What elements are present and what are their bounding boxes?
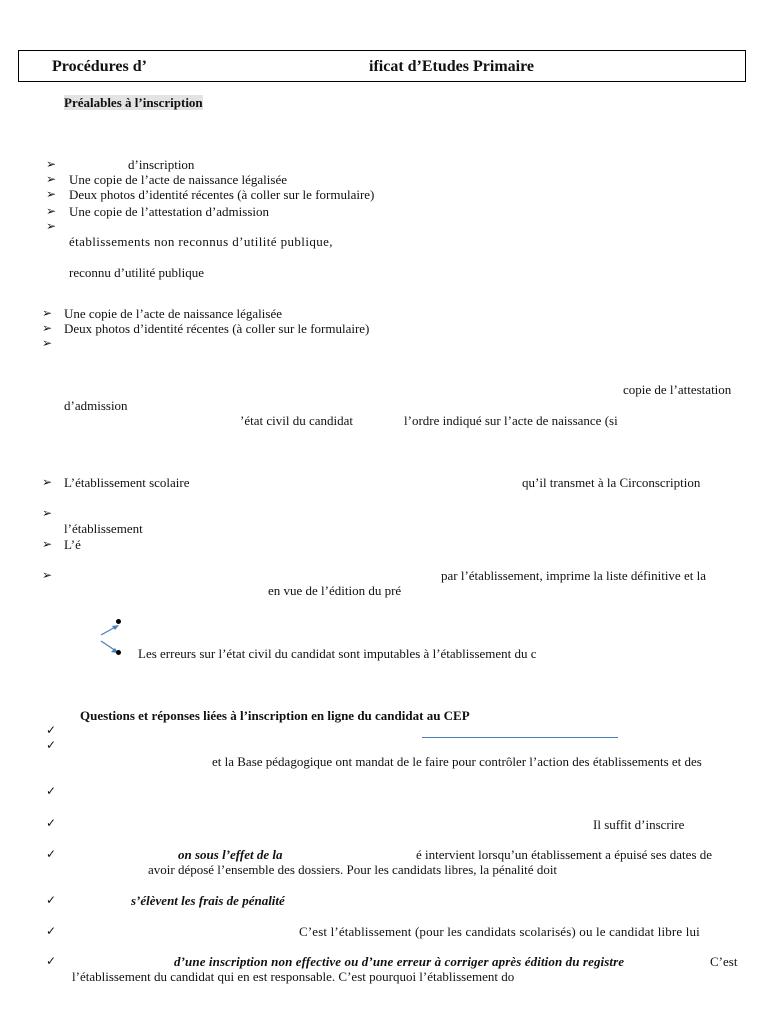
document-title-box — [18, 50, 746, 82]
faq-text: avoir déposé l’ensemble des dossiers. Pour les candidats libres, la pénalité doit — [148, 862, 558, 877]
arrow-bullet-icon: ➢ — [42, 506, 53, 520]
text-fragment: qu’il transmet à la Circonscription — [522, 475, 701, 490]
checkmark-icon: ✓ — [46, 784, 57, 798]
checkmark-icon: ✓ — [46, 847, 57, 861]
checkmark-icon: ✓ — [46, 954, 57, 968]
arrow-bullet-icon: ➢ — [42, 336, 53, 350]
faq-text: Il suffit d’inscrire — [593, 817, 685, 832]
text-fragment: par l’établissement, imprime la liste définitive et la — [441, 568, 706, 583]
blue-underline — [422, 737, 618, 738]
checkmark-icon: ✓ — [46, 816, 57, 830]
faq-question: d’une inscription non effective ou d’une erreur à corriger après édition du registre — [174, 954, 625, 969]
faq-text: et la Base pédagogique ont mandat de le faire pour contrôler l’action des établissements et des — [212, 754, 702, 769]
text-fragment: d’admission — [64, 398, 128, 413]
note-text: Les erreurs sur l’état civil du candidat sont imputables à l’établissement du c — [138, 646, 537, 661]
section-heading-faq: Questions et réponses liées à l’inscription en ligne du candidat au CEP — [80, 708, 470, 723]
arrow-bullet-icon: ➢ — [42, 321, 53, 335]
list-item: d’inscription — [128, 157, 195, 172]
list-item: Deux photos d’identité récentes (à coller sur le formulaire) — [64, 321, 370, 336]
arrow-bullet-icon: ➢ — [42, 568, 53, 582]
bullet-dot-icon — [116, 650, 121, 655]
checkmark-icon: ✓ — [46, 893, 57, 907]
list-item: Deux photos d’identité récentes (à coller sur le formulaire) — [69, 187, 375, 202]
faq-text: l’établissement du candidat qui en est responsable. C’est pourquoi l’établissement do — [72, 969, 515, 984]
list-item: L’établissement scolaire — [64, 475, 190, 490]
paragraph-text: établissements non reconnus d’utilité publique, — [69, 234, 333, 249]
page-title-right: ificat d’Etudes Primaire — [369, 58, 535, 75]
arrow-bullet-icon: ➢ — [46, 204, 57, 218]
checkmark-icon: ✓ — [46, 924, 57, 938]
text-fragment: copie de l’attestation — [623, 382, 732, 397]
arrow-bullet-icon: ➢ — [42, 475, 53, 489]
blue-arrow-icon — [98, 622, 122, 638]
arrow-bullet-icon: ➢ — [46, 187, 57, 201]
faq-text: é intervient lorsqu’un établissement a épuisé ses dates de — [416, 847, 713, 862]
checkmark-icon: ✓ — [46, 738, 57, 752]
section-heading-prealables: Préalables à l’inscription — [64, 95, 203, 110]
arrow-bullet-icon: ➢ — [46, 172, 57, 186]
arrow-bullet-icon: ➢ — [42, 306, 53, 320]
checkmark-icon: ✓ — [46, 723, 57, 737]
list-item: Une copie de l’acte de naissance légalisée — [64, 306, 282, 321]
text-fragment: l’établissement — [64, 521, 143, 536]
list-item: Une copie de l’attestation d’admission — [69, 204, 270, 219]
text-fragment: l’ordre indiqué sur l’acte de naissance (si — [404, 413, 618, 428]
page-title-left: Procédures d’ — [52, 58, 147, 75]
arrow-bullet-icon: ➢ — [46, 157, 57, 171]
faq-question: s’élèvent les frais de pénalité — [131, 893, 285, 908]
faq-text: C’est — [710, 954, 738, 969]
faq-text: C’est l’établissement (pour les candidats scolarisés) ou le candidat libre lui — [299, 924, 700, 939]
text-fragment: en vue de l’édition du pré — [268, 583, 402, 598]
list-item: Une copie de l’acte de naissance légalisée — [69, 172, 287, 187]
faq-question: on sous l’effet de la — [178, 847, 283, 862]
arrow-bullet-icon: ➢ — [42, 537, 53, 551]
list-item: L’é — [64, 537, 81, 552]
text-fragment: ’état civil du candidat — [240, 413, 353, 428]
arrow-bullet-icon: ➢ — [46, 219, 57, 233]
paragraph-text: reconnu d’utilité publique — [69, 265, 205, 280]
